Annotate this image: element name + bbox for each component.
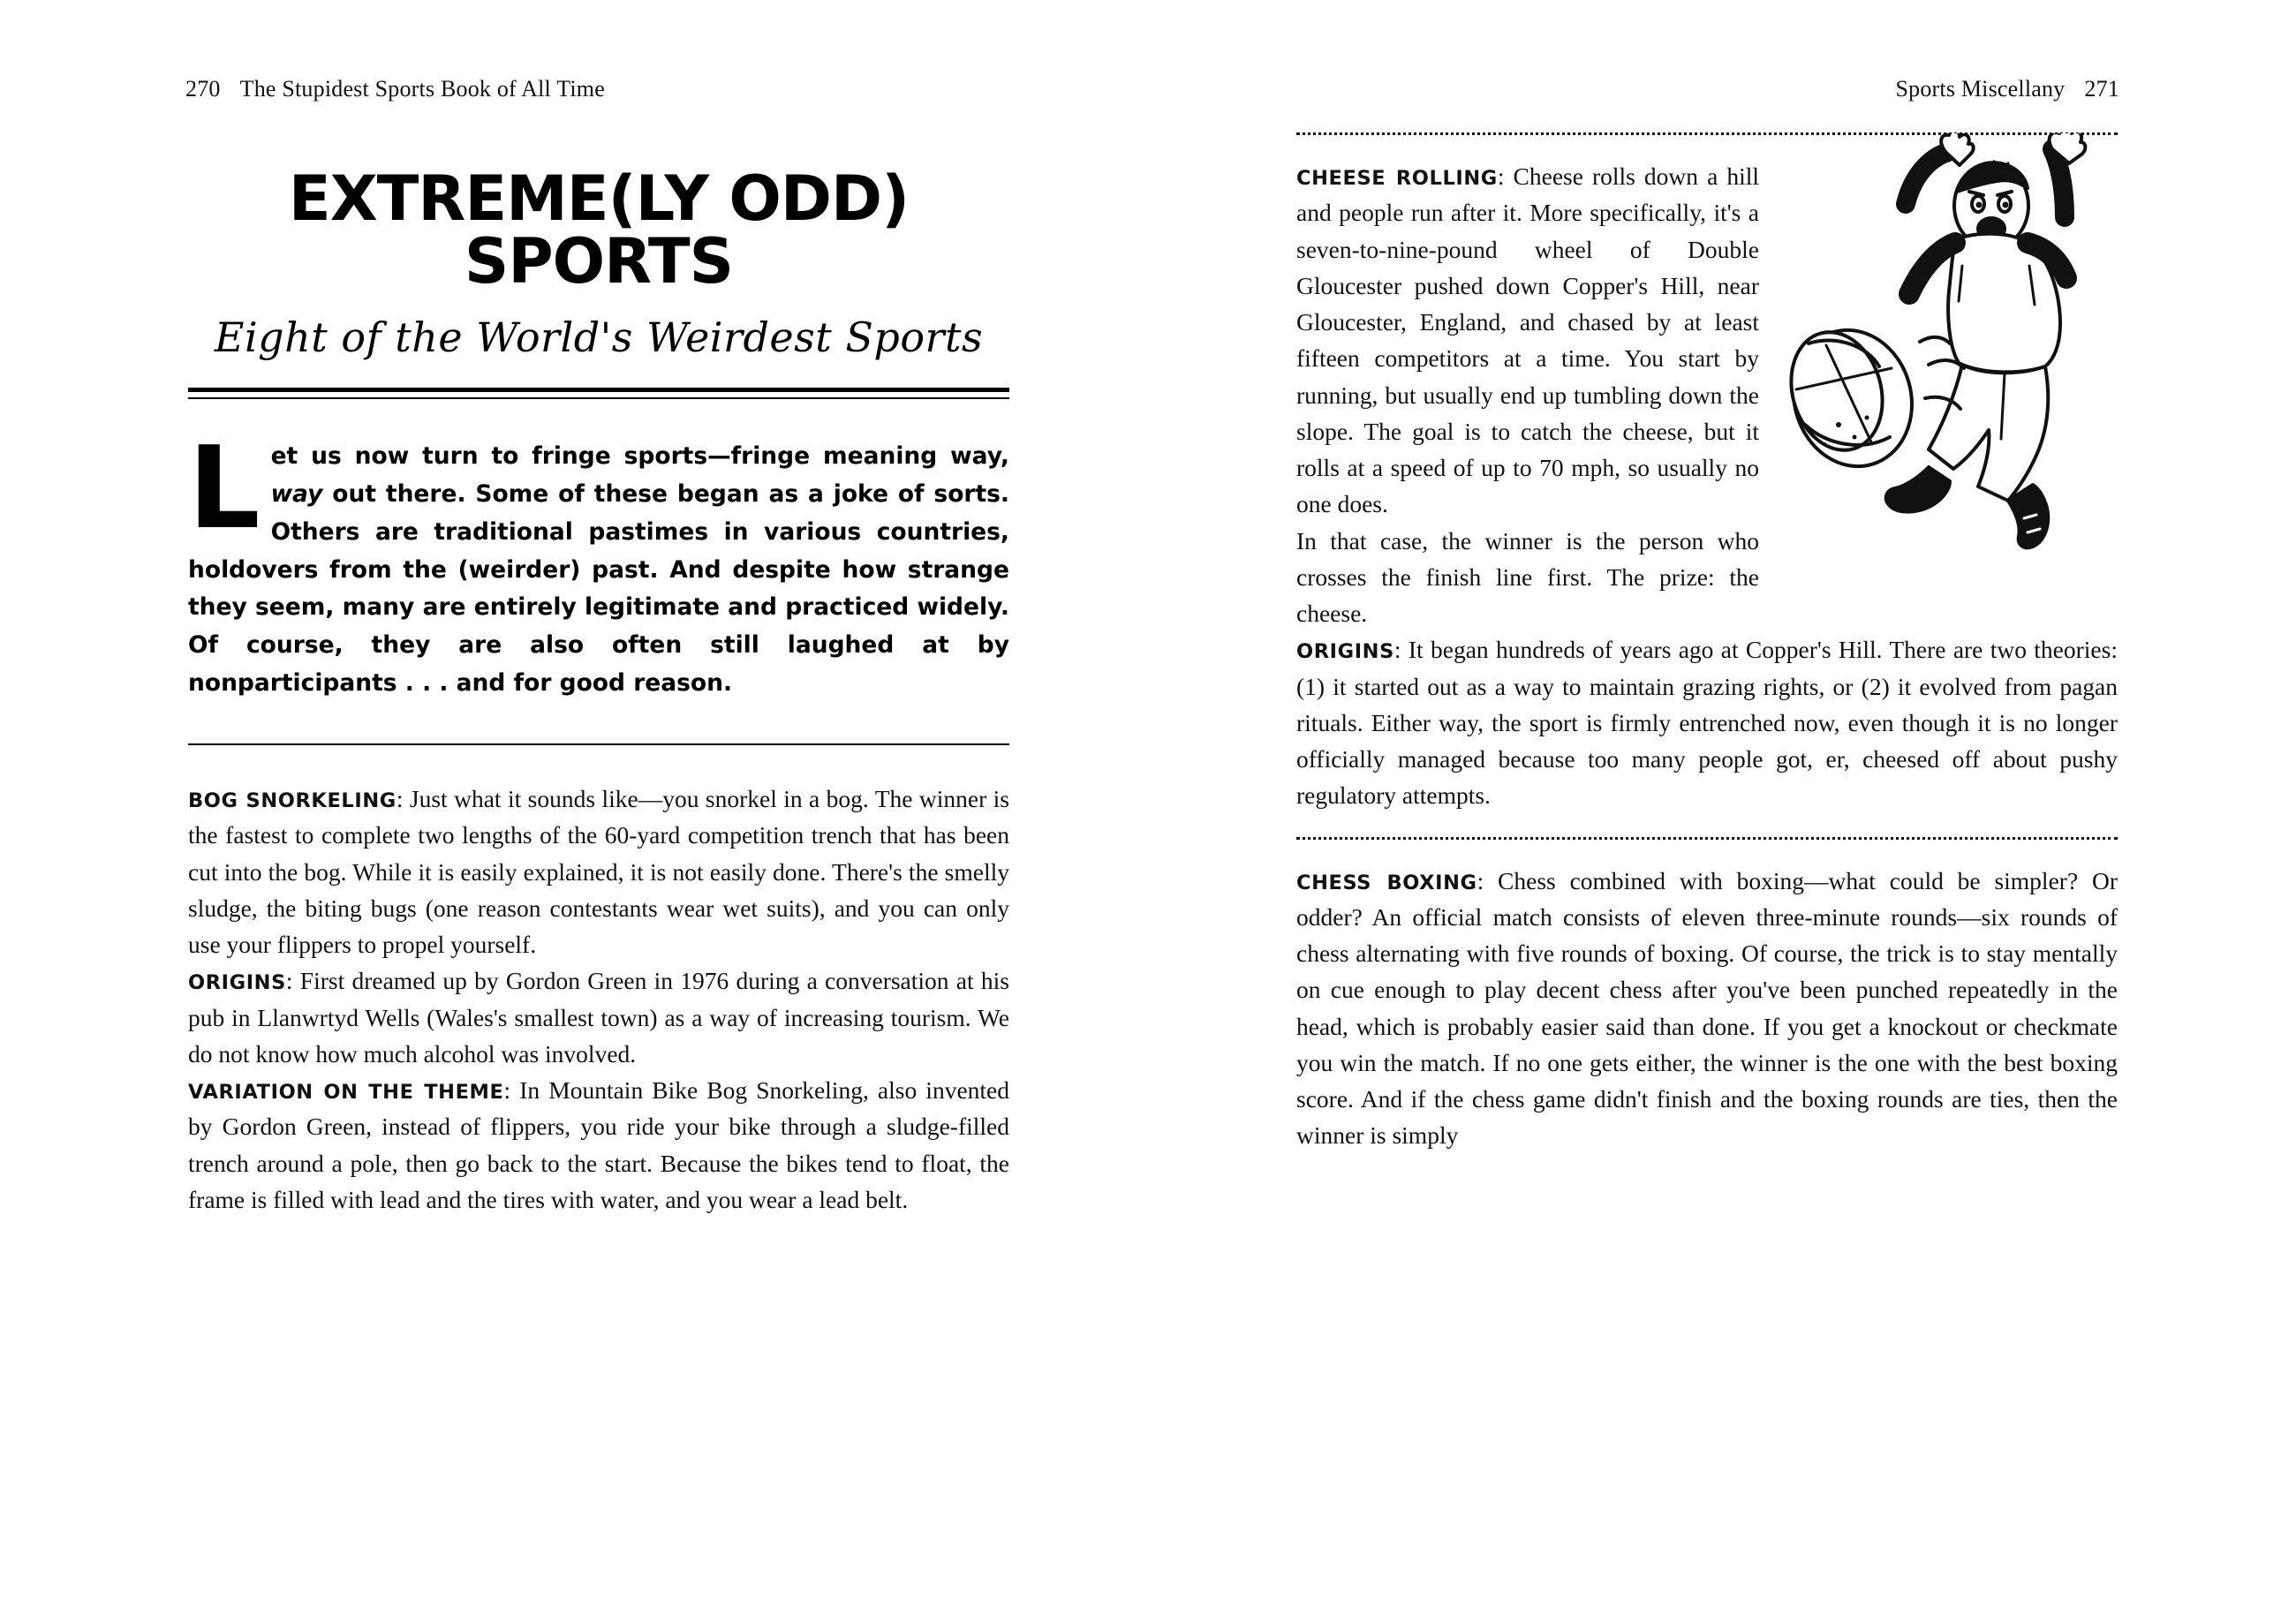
entry-label: ORIGINS <box>1296 640 1394 664</box>
chapter-title-block <box>188 162 1009 361</box>
intro-paragraph <box>188 422 1009 703</box>
cheese-rolling-illustration <box>1773 133 2153 592</box>
intro-text-part1: et us now turn to fringe sports—fringe meaning way, <box>270 441 1009 470</box>
title-rule-thick <box>188 388 1009 392</box>
intro-emphasis: way <box>270 479 323 508</box>
entry-cheese-origins <box>1296 631 2118 813</box>
section-divider-rule <box>188 743 1009 745</box>
entry-text: In that case, the winner is the person who crosses the finish line first. The prize: the cheese. <box>1296 526 1759 627</box>
running-head-left <box>185 76 605 102</box>
entry-text: : First dreamed up by Gordon Green in 1976 during a conversation at his pub in Llanwrtyd Wells (Wales's smallest town) as a way of increasing tourism. We do not know how much alcohol was involved. <box>188 967 1009 1068</box>
entry-text: : Just what it sounds like—you snorkel in a bog. The winner is the fastest to complete two lengths of the 60-yard competition trench that has been cut into the bog. While it is easily explained, it is not easily done. There's the smelly sludge, the biting bugs (one reason contestants wear wet suits), and you can only use your flippers to propel yourself. <box>188 785 1010 959</box>
entry-bog-variation <box>188 1072 1009 1218</box>
entry-label: CHEESE ROLLING <box>1296 167 1498 190</box>
chapter-title-line2: SPORTS <box>464 225 734 298</box>
entry-label: VARIATION ON THE THEME <box>188 1081 504 1105</box>
dotted-rule-middle <box>1296 837 2118 840</box>
entry-bog-origins <box>188 962 1009 1072</box>
drop-cap: L <box>188 422 261 555</box>
entry-text: : Cheese rolls down a hill and people run after it. More specifically, it's a seven-to-nine-pound wheel of Double Gloucester pushed down Copper's Hill, near Gloucester, England, and chased by at least fifteen competitors at a time. You start by running, but usually end up tumbling down the slope. The goal is to catch the cheese, but it rolls at a speed of up to 70 mph, so usually no one does. <box>1296 162 1759 518</box>
section-title: Sports Miscellany <box>1895 76 2066 102</box>
left-page-column <box>188 132 1009 1218</box>
entry-label: CHESS BOXING <box>1296 871 1477 894</box>
folio-left: 270 <box>185 76 221 102</box>
title-rule-thin <box>188 397 1009 399</box>
entry-bog-snorkeling <box>188 781 1009 962</box>
right-page-column <box>1296 132 2118 1154</box>
entry-label: ORIGINS <box>188 971 286 995</box>
folio-right: 271 <box>2084 76 2119 102</box>
entry-text: : Chess combined with boxing—what could be simpler? Or odder? An official match consists of eleven three-minute rounds—six rounds of chess alternating with five rounds of boxing. Of course, the trick is to stay mentally on cue enough to play decent chess after you've been punched repeatedly in the head, which is probably easier said than done. If you get a knockout or checkmate you win the match. If no one gets either, the winner is the one with the best boxing score. And if the chess game didn't finish and the boxing rounds are ties, then the winner is simply <box>1296 866 2118 1150</box>
book-title: The Stupidest Sports Book of All Time <box>239 76 605 102</box>
entry-label: BOG SNORKELING <box>188 789 397 813</box>
entry-text: : It began hundreds of years ago at Copper's Hill. There are two theories: (1) it started out as a way to maintain grazing rights, or (2) it evolved from pagan rituals. Either way, the sport is firmly entrenched now, even though it is no longer officially managed because too many people got, er, cheesed off about pushy regulatory attempts. <box>1296 636 2118 810</box>
entry-chess-boxing <box>1296 863 2118 1154</box>
entry-text: : In Mountain Bike Bog Snorkeling, also invented by Gordon Green, instead of flippers, you ride your bike through a sludge-filled trench around a pole, then go back to the start. Because the bikes tend to float, the frame is filled with lead and the tires with water, and you wear a lead belt. <box>188 1076 1009 1213</box>
intro-text-part2: out there. Some of these began as a joke of sorts. Others are traditional pastimes in various countries, holdovers from the (weirder) past. And despite how strange they seem, many are entirely legitimate and practiced widely. Of course, they are also often still laughed at by nonparticipants . . . and for good reason. <box>188 479 1009 698</box>
running-head-right <box>1896 76 2120 102</box>
chapter-title-line1: EXTREME(LY ODD) <box>288 162 910 235</box>
chapter-subtitle: Eight of the World's Weirdest Sports <box>214 313 984 361</box>
